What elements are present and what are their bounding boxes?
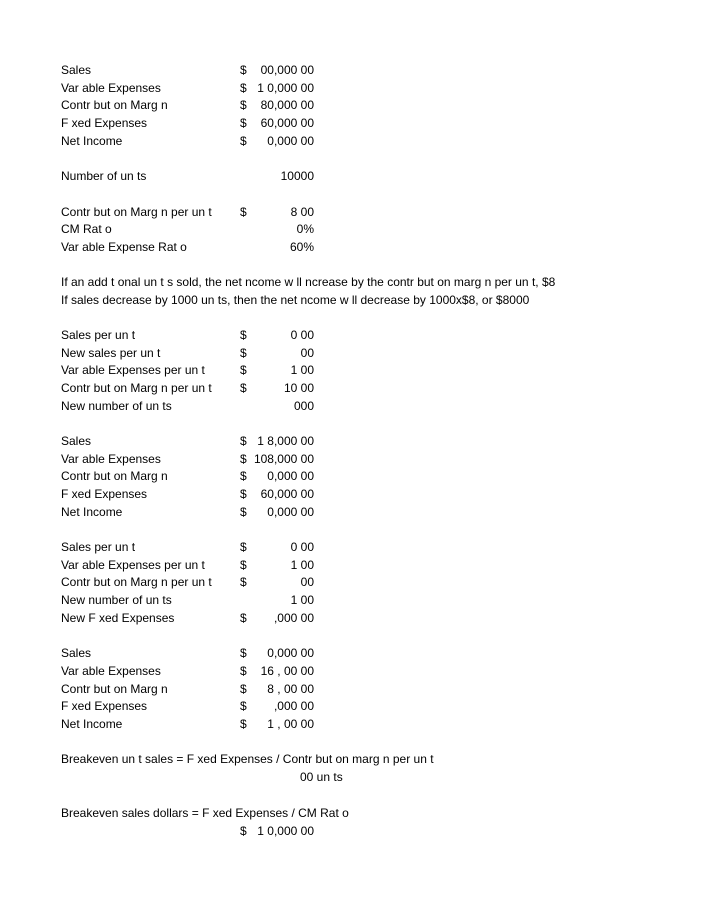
sheet-row bbox=[0, 804, 714, 822]
currency-symbol: $ bbox=[240, 381, 247, 395]
row-value: 0,000 00 bbox=[267, 505, 314, 519]
row-label: Sales bbox=[61, 434, 92, 448]
row-label: Net Income bbox=[61, 134, 123, 148]
row-value: 60,000 00 bbox=[260, 487, 314, 501]
currency-symbol: $ bbox=[240, 575, 247, 589]
row-value: 00 bbox=[300, 575, 314, 589]
sheet-row bbox=[0, 79, 714, 97]
row-value: 60,000 00 bbox=[260, 116, 314, 130]
sheet-row bbox=[0, 379, 714, 397]
sheet-row bbox=[0, 609, 714, 627]
currency-symbol: $ bbox=[240, 682, 247, 696]
currency-symbol: $ bbox=[240, 116, 247, 130]
sheet-row bbox=[0, 273, 714, 291]
sheet-row bbox=[0, 203, 714, 221]
currency-symbol: $ bbox=[240, 717, 247, 731]
sheet-row bbox=[0, 132, 714, 150]
row-label: Contr but on Marg n per un t bbox=[61, 205, 212, 219]
row-value: 000 bbox=[293, 399, 314, 413]
row-label: Sales bbox=[61, 63, 92, 77]
currency-symbol: $ bbox=[240, 611, 247, 625]
currency-symbol: $ bbox=[240, 134, 247, 148]
sheet-row bbox=[0, 397, 714, 415]
sheet-row bbox=[0, 591, 714, 609]
currency-symbol: $ bbox=[240, 452, 247, 466]
row-label: Contr but on Marg n per un t bbox=[61, 381, 212, 395]
sheet-row bbox=[0, 644, 714, 662]
row-label: New F xed Expenses bbox=[61, 611, 175, 625]
sheet-row bbox=[0, 556, 714, 574]
row-value: 0 00 bbox=[290, 540, 314, 554]
sheet-row bbox=[0, 291, 714, 309]
sheet-row bbox=[0, 326, 714, 344]
row-label: Net Income bbox=[61, 505, 123, 519]
row-label: New number of un ts bbox=[61, 399, 172, 413]
currency-symbol: $ bbox=[240, 505, 247, 519]
row-value: 1 00 bbox=[290, 363, 314, 377]
currency-symbol: $ bbox=[240, 824, 247, 838]
sheet-row bbox=[0, 61, 714, 79]
sheet-row bbox=[0, 573, 714, 591]
row-label: Sales per un t bbox=[61, 540, 136, 554]
note-text: If an add t onal un t s sold, the net ncome w ll ncrease by the contr but on marg n per un t, $8 bbox=[61, 275, 556, 289]
row-value: 8 00 bbox=[290, 205, 314, 219]
row-label: New sales per un t bbox=[61, 346, 161, 360]
row-value: 0,000 00 bbox=[267, 646, 314, 660]
row-label: F xed Expenses bbox=[61, 116, 148, 130]
sheet-row bbox=[0, 114, 714, 132]
row-value: 10 00 bbox=[283, 381, 314, 395]
row-value: 108,000 00 bbox=[253, 452, 314, 466]
sheet-row bbox=[0, 715, 714, 733]
row-value: ,000 00 bbox=[273, 699, 314, 713]
row-value: 0% bbox=[296, 222, 314, 236]
currency-symbol: $ bbox=[240, 699, 247, 713]
row-value: ,000 00 bbox=[273, 611, 314, 625]
row-label: New number of un ts bbox=[61, 593, 172, 607]
note-text: If sales decrease by 1000 un ts, then the net ncome w ll decrease by 1000x$8, or $8000 bbox=[61, 293, 530, 307]
sheet-row bbox=[0, 822, 714, 840]
note-text: Breakeven sales dollars = F xed Expenses / CM Rat o bbox=[61, 806, 349, 820]
currency-symbol: $ bbox=[240, 646, 247, 660]
sheet-row bbox=[0, 750, 714, 768]
currency-symbol: $ bbox=[240, 328, 247, 342]
currency-symbol: $ bbox=[240, 98, 247, 112]
sheet-row bbox=[0, 485, 714, 503]
row-value: 1 8,000 00 bbox=[257, 434, 314, 448]
currency-symbol: $ bbox=[240, 81, 247, 95]
row-label: Var able Expense Rat o bbox=[61, 240, 187, 254]
row-value: 1 0,000 00 bbox=[257, 81, 314, 95]
currency-symbol: $ bbox=[240, 205, 247, 219]
sheet-row bbox=[0, 538, 714, 556]
row-label: F xed Expenses bbox=[61, 699, 148, 713]
sheet-row bbox=[0, 467, 714, 485]
sheet-row bbox=[0, 220, 714, 238]
row-label: Sales bbox=[61, 646, 92, 660]
row-value: 00 bbox=[300, 346, 314, 360]
sheet-row bbox=[0, 344, 714, 362]
currency-symbol: $ bbox=[240, 469, 247, 483]
sheet-row bbox=[0, 697, 714, 715]
currency-symbol: $ bbox=[240, 540, 247, 554]
row-label: Contr but on Marg n per un t bbox=[61, 575, 212, 589]
row-label: Var able Expenses per un t bbox=[61, 558, 205, 572]
row-label: CM Rat o bbox=[61, 222, 112, 236]
row-label: Var able Expenses per un t bbox=[61, 363, 205, 377]
row-value: 0,000 00 bbox=[267, 469, 314, 483]
row-label: Var able Expenses bbox=[61, 664, 161, 678]
currency-symbol: $ bbox=[240, 346, 247, 360]
sheet-row bbox=[0, 503, 714, 521]
currency-symbol: $ bbox=[240, 664, 247, 678]
sheet-row bbox=[0, 361, 714, 379]
row-label: Sales per un t bbox=[61, 328, 136, 342]
row-label: Contr but on Marg n bbox=[61, 682, 168, 696]
sheet-row bbox=[0, 662, 714, 680]
sheet-row bbox=[0, 167, 714, 185]
sheet-row bbox=[0, 96, 714, 114]
row-label: Var able Expenses bbox=[61, 81, 161, 95]
currency-symbol: $ bbox=[240, 63, 247, 77]
row-label: Number of un ts bbox=[61, 169, 147, 183]
row-value: 1 00 bbox=[290, 558, 314, 572]
result-value: 00 un ts bbox=[300, 770, 343, 784]
row-label: Contr but on Marg n bbox=[61, 98, 168, 112]
row-value: 00,000 00 bbox=[260, 63, 314, 77]
currency-symbol: $ bbox=[240, 558, 247, 572]
row-value: 60% bbox=[289, 240, 314, 254]
row-label: F xed Expenses bbox=[61, 487, 148, 501]
row-value: 1 , 00 00 bbox=[267, 717, 314, 731]
row-value: 0,000 00 bbox=[267, 134, 314, 148]
row-value: 16 , 00 00 bbox=[260, 664, 314, 678]
currency-symbol: $ bbox=[240, 363, 247, 377]
row-label: Net Income bbox=[61, 717, 123, 731]
row-label: Contr but on Marg n bbox=[61, 469, 168, 483]
row-value: 10000 bbox=[280, 169, 314, 183]
row-label: Var able Expenses bbox=[61, 452, 161, 466]
row-value: 0 00 bbox=[290, 328, 314, 342]
sheet-row bbox=[0, 432, 714, 450]
sheet-row bbox=[0, 238, 714, 256]
currency-symbol: $ bbox=[240, 487, 247, 501]
row-value: 80,000 00 bbox=[260, 98, 314, 112]
row-value: 1 0,000 00 bbox=[257, 824, 314, 838]
row-value: 8 , 00 00 bbox=[267, 682, 314, 696]
sheet-row bbox=[0, 768, 714, 786]
sheet-row bbox=[0, 680, 714, 698]
sheet-row bbox=[0, 450, 714, 468]
note-text: Breakeven un t sales = F xed Expenses / Contr but on marg n per un t bbox=[61, 752, 434, 766]
row-value: 1 00 bbox=[290, 593, 314, 607]
currency-symbol: $ bbox=[240, 434, 247, 448]
